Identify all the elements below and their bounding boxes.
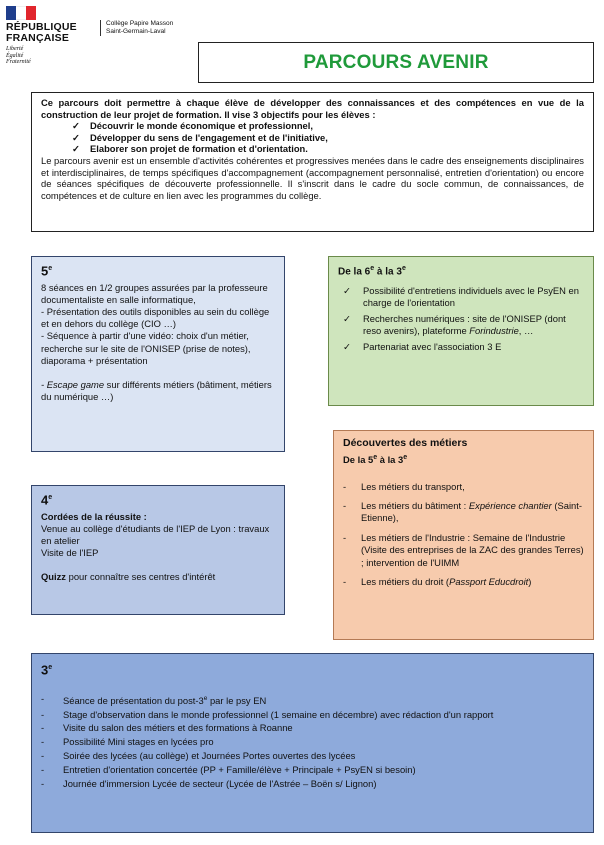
school-info [100, 20, 173, 36]
school-city: Saint-Germain-Laval [106, 28, 166, 35]
box-5e-title: 5e [41, 263, 53, 279]
list-item: - Les métiers du bâtiment : Expérience chantier (Saint-Etienne), [343, 499, 582, 524]
dash-icon: - [41, 736, 45, 748]
box-5e [31, 256, 285, 452]
motto: Liberté Égalité Fraternité [6, 46, 31, 65]
box-5e-p2: - Présentation des outils disponibles au sein du collège et en dehors du collège (CIO …) [41, 305, 270, 330]
intro-body: Le parcours avenir est un ensemble d'activités cohérentes et progressives menées dans le cadre des enseignements disciplinaires et interdisciplinaires, de temps spécifiques d'accompagnement (accompagnement personnalisé, entretien d'orientation) ou encore de séances spécifiques de découverte professionnelle. Il s'inscrit dans le cadre du socle commun, de connaissances, de compétences et de culture en lien avec les programmes du collège. [41, 154, 584, 201]
list-item: - Possibilité Mini stages en lycées pro [41, 736, 214, 748]
box-4e-cordees: Cordées de la réussite : [41, 510, 147, 522]
box-6e-3e [328, 256, 594, 406]
box-4e [31, 485, 285, 615]
box-dm-subtitle: De la 5e à la 3e [343, 454, 408, 466]
french-flag-icon [6, 6, 36, 20]
box-dm-title: Découvertes des métiers [343, 437, 468, 449]
list-item: - Stage d'observation dans le monde professionnel (1 semaine en décembre) avec rédaction d'un rapport [41, 708, 494, 720]
check-icon: ✓ [72, 131, 80, 143]
box-5e-p1: 8 séances en 1/2 groupes assurées par la professeure documentaliste en salle informatique, [41, 281, 268, 305]
box-3e [31, 653, 594, 833]
list-item: - Les métiers de l'Industrie : Semaine de l'Industrie (Visite des entreprises de la ZAC des grandes Terres) ; intervention de l'UIMM [343, 531, 584, 568]
list-item: - Séance de présentation du post-3e par le psy EN [41, 692, 267, 706]
box-3e-title: 3e [41, 662, 53, 678]
dash-icon: - [41, 764, 45, 776]
list-item: - Entretien d'orientation concertée (PP + Famille/élève + Principale + PsyEN si besoin) [41, 764, 416, 776]
republique-text: RÉPUBLIQUE FRANÇAISE [6, 21, 77, 44]
dash-icon: - [343, 575, 347, 587]
box-4e-line1: Venue au collège d'étudiants de l'IEP de Lyon : travaux en atelier [41, 522, 270, 546]
list-item: ✓ Partenariat avec l'association 3 E [343, 341, 502, 353]
check-icon: ✓ [72, 143, 80, 155]
check-icon: ✓ [343, 284, 351, 296]
dash-icon: - [343, 499, 347, 511]
list-item: ✓ Recherches numériques : site de l'ONISEP (dont reso avenirs), plateforme Forindustrie, … [343, 312, 566, 337]
intro-lead: Ce parcours doit permettre à chaque élève de développer des connaissances et des compétences en vue de la construction de leur projet de formation. Il vise 3 objectifs pour les élèves : [41, 97, 584, 120]
dash-icon: - [41, 722, 45, 734]
page-title: PARCOURS AVENIR [303, 51, 489, 73]
dash-icon: - [41, 750, 45, 762]
title-box [198, 42, 594, 83]
box-4e-title: 4e [41, 492, 53, 508]
objective-item: ✓ Elaborer son projet de formation et d'orientation. [72, 143, 308, 155]
box-decouvertes-metiers [333, 430, 594, 640]
list-item: - Les métiers du transport, [343, 480, 465, 492]
dash-icon: - [343, 480, 347, 492]
check-icon: ✓ [343, 341, 351, 353]
box-6e-3e-list [343, 285, 584, 354]
box-4e-quizz: Quizz pour connaître ses centres d'intérêt [41, 571, 216, 583]
box-4e-line2: Visite de l'IEP [41, 547, 99, 559]
dash-icon: - [343, 531, 347, 543]
dash-icon: - [41, 708, 45, 720]
intro-box [31, 92, 594, 232]
box-3e-list [41, 693, 584, 791]
objectives-list [72, 120, 584, 155]
check-icon: ✓ [72, 120, 80, 132]
list-item: ✓ Possibilité d'entretiens individuels avec le PsyEN en charge de l'orientation [343, 284, 579, 308]
list-item: - Visite du salon des métiers et des formations à Roanne [41, 722, 293, 734]
dash-icon: - [41, 778, 45, 790]
list-item: - Soirée des lycées (au collège) et Journées Portes ouvertes des lycées [41, 750, 356, 762]
objective-item: ✓ Découvrir le monde économique et professionnel, [72, 120, 313, 132]
list-item: - Les métiers du droit (Passport Educdroit) [343, 575, 532, 587]
box-dm-list [343, 481, 584, 589]
check-icon: ✓ [343, 312, 351, 324]
box-5e-p4: - Escape game sur différents métiers (bâtiment, métiers du numérique …) [41, 378, 272, 403]
republique-logo [6, 6, 86, 66]
school-name: Collège Papire Masson [106, 20, 174, 27]
dash-icon: - [41, 692, 45, 704]
box-5e-p3: - Séquence à partir d'une vidéo: choix d'un métier, recherche sur le site de l'ONISEP (prise de notes), diaporama + présentation [41, 330, 251, 366]
box-6e-3e-title: De la 6e à la 3e [338, 265, 406, 278]
objective-item: ✓ Développer du sens de l'engagement et de l'initiative, [72, 131, 328, 143]
list-item: - Journée d'immersion Lycée de secteur (Lycée de l'Astrée – Boën s/ Lignon) [41, 778, 377, 790]
